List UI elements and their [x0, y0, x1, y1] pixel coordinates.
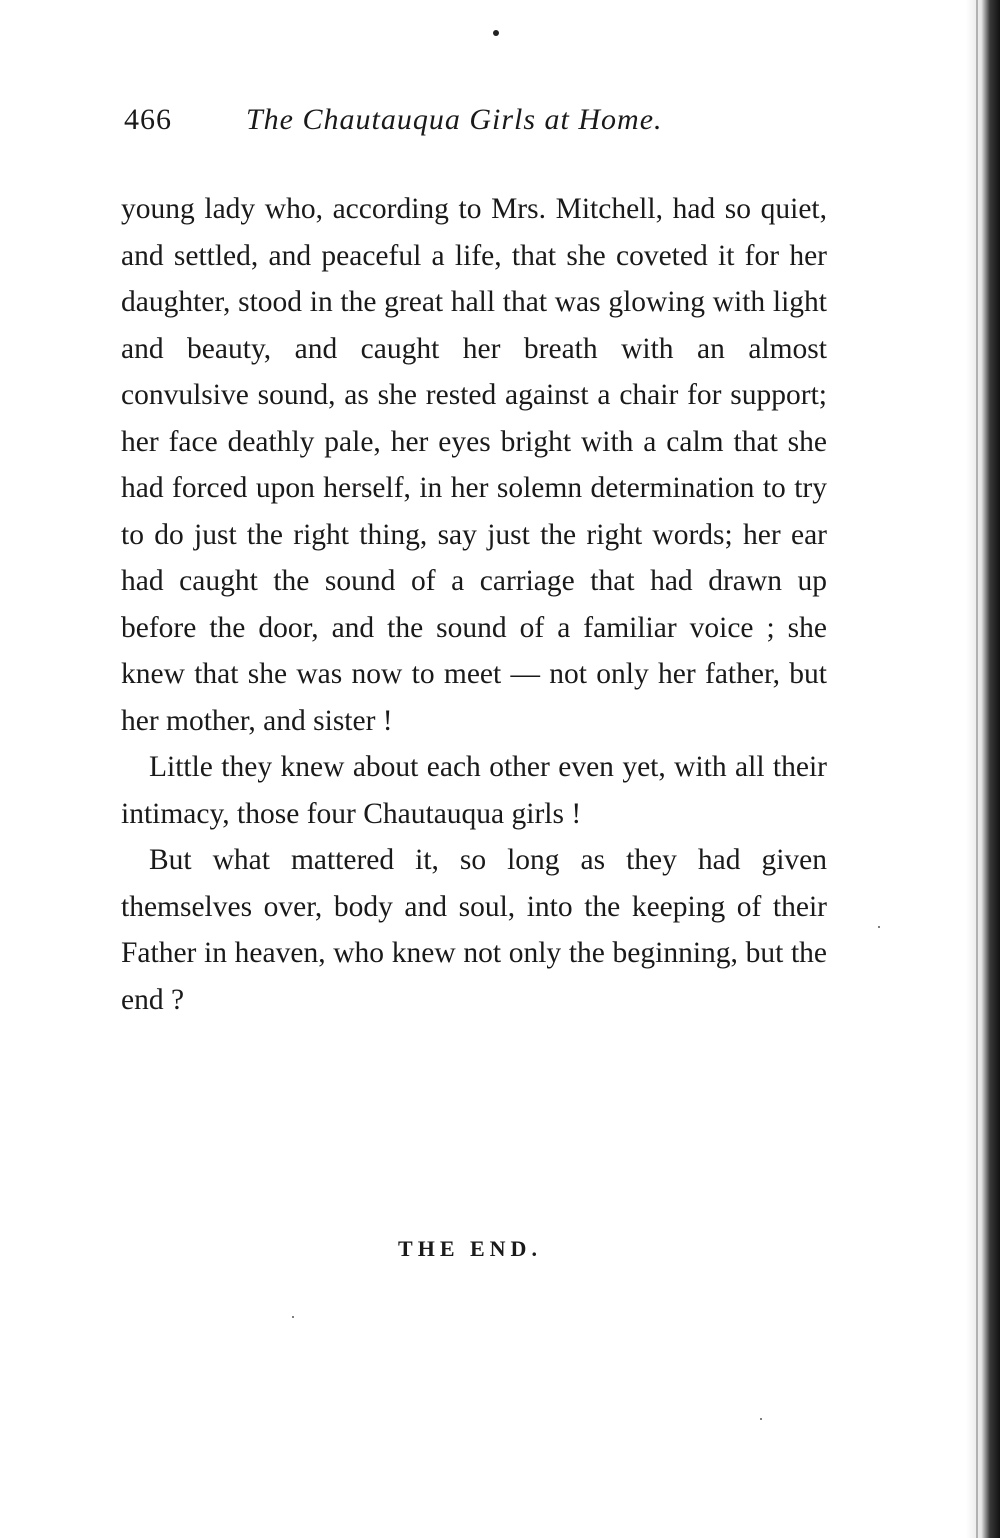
binding-edge — [976, 0, 978, 1538]
scan-speck — [760, 1418, 762, 1420]
scan-speck — [878, 926, 880, 928]
page-number: 466 — [124, 103, 172, 136]
binding-shadow — [966, 0, 1000, 1538]
paragraph-2: Little they knew about each other even yet, with all their intimacy, those four Chautauqua girls ! — [121, 751, 827, 830]
the-end-heading: THE END. — [398, 1236, 542, 1261]
printer-mark — [493, 30, 499, 36]
paragraph-3: But what mattered it, so long as they had given themselves over, body and soul, into the keeping of their Father in heaven, who knew not only the beginning, but the end ? — [121, 844, 827, 1016]
body-text — [121, 186, 827, 1023]
paragraph-1: young lady who, according to Mrs. Mitchell, had so quiet, and settled, and peaceful a life, that she coveted it for her daughter, stood in the great hall that was glowing with light and beauty, and caught her breath with an almost convulsive sound, as she rested against a chair for support; her face deathly pale, her eyes bright with a calm that she had forced upon herself, in her solemn determination to try to do just the right thing, say just the right words; her ear had caught the sound of a carriage that had drawn up before the door, and the sound of a familiar voice ; she knew that she was now to meet — not only her father, but her mother, and sister ! — [121, 193, 827, 737]
page-header — [124, 98, 824, 142]
running-head: The Chautauqua Girls at Home. — [246, 103, 663, 136]
scan-speck — [292, 1316, 294, 1318]
